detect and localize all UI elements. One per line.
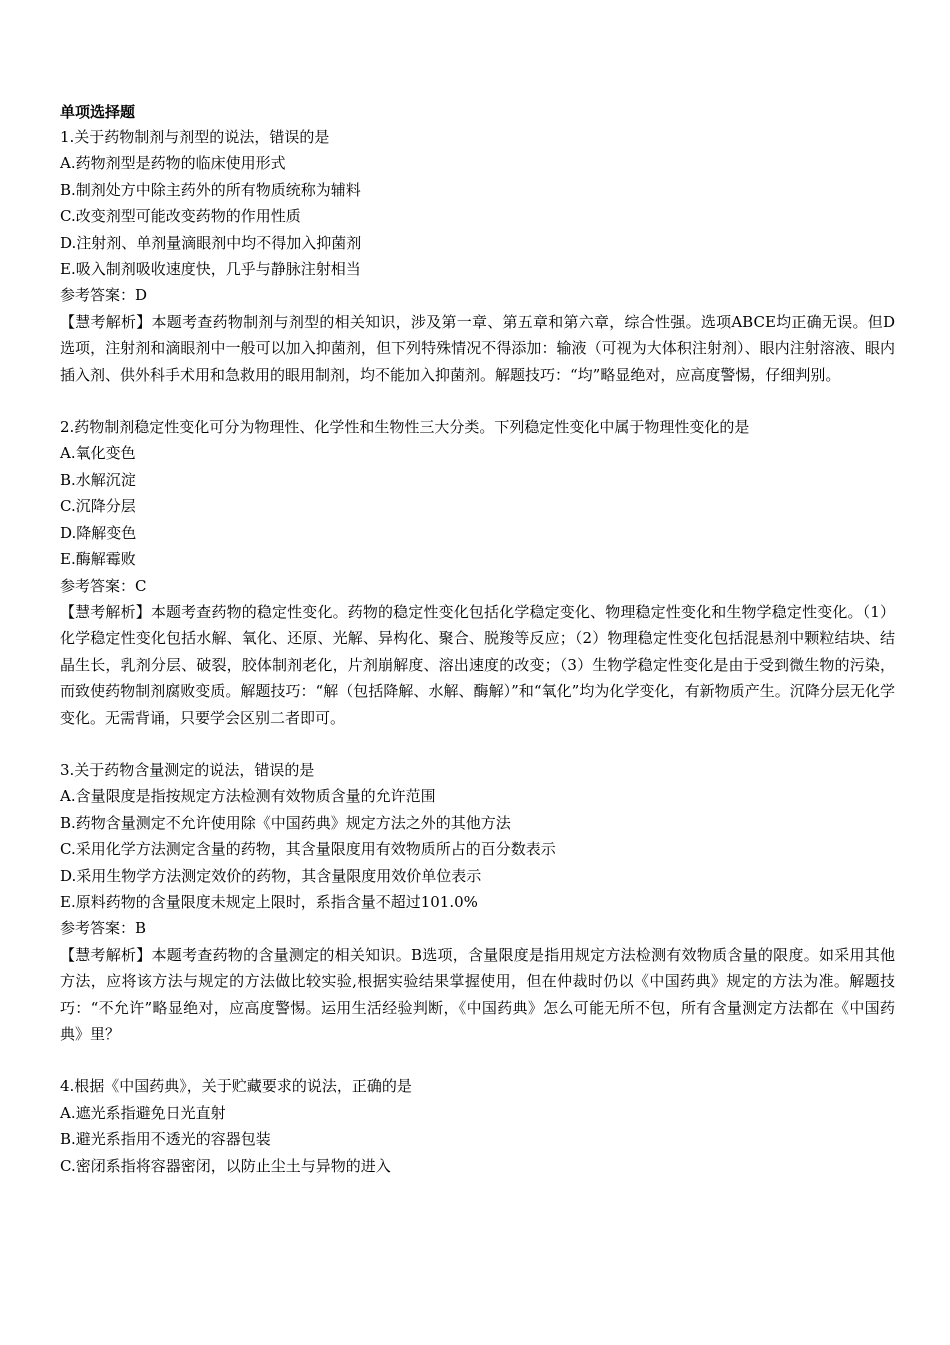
option-b: B.制剂处方中除主药外的所有物质统称为辅料 bbox=[60, 180, 361, 199]
exam-document bbox=[60, 100, 895, 1179]
answer-analysis: 【慧考解析】本题考查药物制剂与剂型的相关知识，涉及第一章、第五章和第六章，综合性强。选项ABCE均正确无误。但D选项，注射剂和滴眼剂中一般可以加入抑菌剂，但下列特殊情况不得添加：输液（可视为大体积注射剂）、眼内注射溶液、眼内插入剂、供外科手术用和急救用的眼用制剂，均不能加入抑菌剂。解题技巧：“均”略显绝对，应高度警惕，仔细判别。 bbox=[60, 312, 895, 384]
option-e: E.原料药物的含量限度未规定上限时，系指含量不超过101.0% bbox=[60, 892, 478, 911]
option-d: D.降解变色 bbox=[60, 523, 137, 542]
option-c: C.改变剂型可能改变药物的作用性质 bbox=[60, 207, 301, 226]
section-title: 单项选择题 bbox=[60, 103, 136, 121]
option-e: E.吸入制剂吸收速度快，几乎与静脉注射相当 bbox=[60, 260, 361, 279]
option-a: A.药物剂型是药物的临床使用形式 bbox=[60, 154, 286, 173]
reference-answer: 参考答案：D bbox=[60, 286, 148, 305]
option-a: A.氧化变色 bbox=[60, 444, 136, 463]
option-c: C.沉降分层 bbox=[60, 497, 136, 516]
question-3 bbox=[60, 757, 895, 1047]
option-a: A.含量限度是指按规定方法检测有效物质含量的允许范围 bbox=[60, 787, 436, 806]
option-c: C.采用化学方法测定含量的药物，其含量限度用有效物质所占的百分数表示 bbox=[60, 840, 556, 859]
question-2 bbox=[60, 414, 895, 731]
question-stem: 4.根据《中国药典》，关于贮藏要求的说法，正确的是 bbox=[60, 1077, 412, 1096]
question-4 bbox=[60, 1073, 895, 1179]
spacer bbox=[60, 388, 895, 414]
question-1 bbox=[60, 124, 895, 388]
question-stem: 3.关于药物含量测定的说法，错误的是 bbox=[60, 760, 315, 779]
option-d: D.注射剂、单剂量滴眼剂中均不得加入抑菌剂 bbox=[60, 233, 362, 252]
question-stem: 2.药物制剂稳定性变化可分为物理性、化学性和生物性三大分类。下列稳定性变化中属于物理性变化的是 bbox=[60, 418, 750, 437]
spacer bbox=[60, 731, 895, 757]
option-a: A.遮光系指避免日光直射 bbox=[60, 1103, 226, 1122]
answer-analysis: 【慧考解析】本题考查药物的含量测定的相关知识。B选项，含量限度是指用规定方法检测有效物质含量的限度。如采用其他方法，应将该方法与规定的方法做比较实验,根据实验结果掌握使用，但在仲裁时仍以《中国药典》规定的方法为准。解题技巧：“不允许”略显绝对，应高度警惕。运用生活经验判断，《中国药典》怎么可能无所不包，所有含量测定方法都在《中国药典》里？ bbox=[60, 945, 895, 1043]
option-c: C.密闭系指将容器密闭，以防止尘土与异物的进入 bbox=[60, 1156, 391, 1175]
reference-answer: 参考答案：C bbox=[60, 576, 147, 595]
option-b: B.水解沉淀 bbox=[60, 470, 136, 489]
answer-analysis: 【慧考解析】本题考查药物的稳定性变化。药物的稳定性变化包括化学稳定变化、物理稳定性变化和生物学稳定性变化。（1）化学稳定性变化包括水解、氧化、还原、光解、异构化、聚合、脱羧等反应；（2）物理稳定性变化包括混悬剂中颗粒结块、结晶生长，乳剂分层、破裂，胶体制剂老化，片剂崩解度、溶出速度的改变；（3）生物学稳定性变化是由于受到微生物的污染，而致使药物制剂腐败变质。解题技巧：“解（包括降解、水解、酶解）”和“氧化”均为化学变化，有新物质产生。沉降分层无化学变化。无需背诵，只要学会区别二者即可。 bbox=[60, 602, 895, 727]
spacer bbox=[60, 1047, 895, 1073]
option-b: B.药物含量测定不允许使用除《中国药典》规定方法之外的其他方法 bbox=[60, 813, 511, 832]
reference-answer: 参考答案：B bbox=[60, 919, 147, 938]
question-stem: 1.关于药物制剂与剂型的说法，错误的是 bbox=[60, 128, 330, 146]
option-d: D.采用生物学方法测定效价的药物，其含量限度用效价单位表示 bbox=[60, 866, 482, 885]
option-b: B.避光系指用不透光的容器包装 bbox=[60, 1130, 271, 1149]
option-e: E.酶解霉败 bbox=[60, 550, 136, 569]
